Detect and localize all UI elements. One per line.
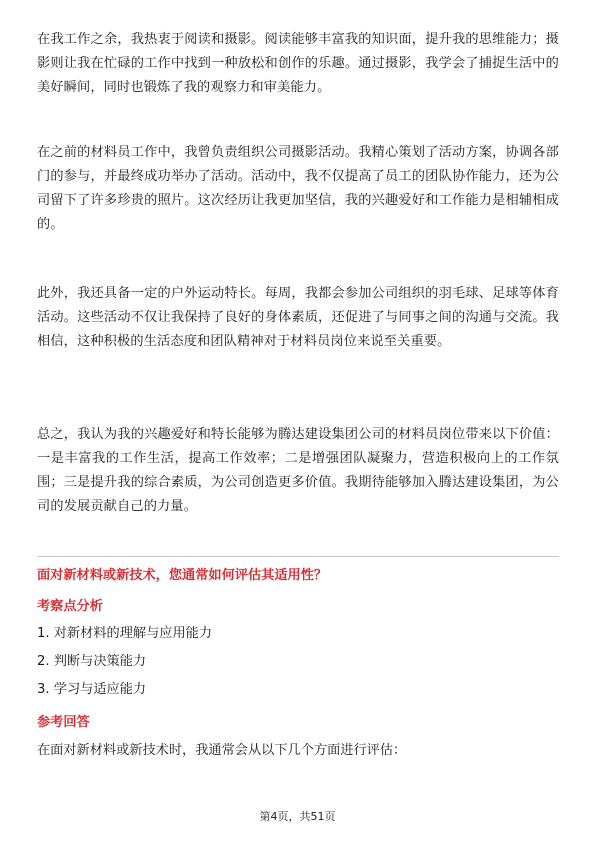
paragraph-hobbies: 在我工作之余，我热衷于阅读和摄影。阅读能够丰富我的知识面，提升我的思维能力；摄影则让我在忙碌的工作中找到一种放松和创作的乐趣。通过摄影，我学会了捕捉生活中的美好瞬间，同时也锻炼了我的观察力和审美能力。	[37, 32, 559, 95]
section-divider	[37, 556, 559, 557]
paragraph-photography-event: 在之前的材料员工作中，我曾负责组织公司摄影活动。我精心策划了活动方案，协调各部门的参与，并最终成功举办了活动。活动中，我不仅提高了员工的团队协作能力，还为公司留下了许多珍贵的照片。这次经历让我更加坚信，我的兴趣爱好和工作能力是相辅相成的。	[37, 145, 559, 232]
analysis-item: 3. 学习与适应能力	[37, 682, 147, 697]
paragraph-summary: 总之，我认为我的兴趣爱好和特长能够为腾达建设集团公司的材料员岗位带来以下价值：一是丰富我的工作生活，提高工作效率；二是增强团队凝聚力，营造积极向上的工作氛围；三是提升我的综合素质，为公司创造更多价值。我期待能够加入腾达建设集团，为公司的发展贡献自己的力量。	[37, 427, 559, 514]
analysis-item: 1. 对新材料的理解与应用能力	[37, 626, 213, 641]
analysis-heading: 考察点分析	[37, 599, 103, 614]
analysis-item: 2. 判断与决策能力	[37, 654, 147, 669]
paragraph-sports: 此外，我还具备一定的户外运动特长。每周，我都会参加公司组织的羽毛球、足球等体育活动。这些活动不仅让我保持了良好的身体素质，还促进了与同事之间的沟通与交流。我相信，这种积极的生活态度和团队精神对于材料员岗位来说至关重要。	[37, 286, 559, 349]
question-title: 面对新材料或新技术，您通常如何评估其适用性？	[37, 568, 328, 583]
answer-intro: 在面对新材料或新技术时，我通常会从以下几个方面进行评估：	[37, 743, 407, 758]
page-number: 第4页，共51页	[259, 810, 336, 823]
reference-answer-heading: 参考回答	[37, 715, 90, 730]
